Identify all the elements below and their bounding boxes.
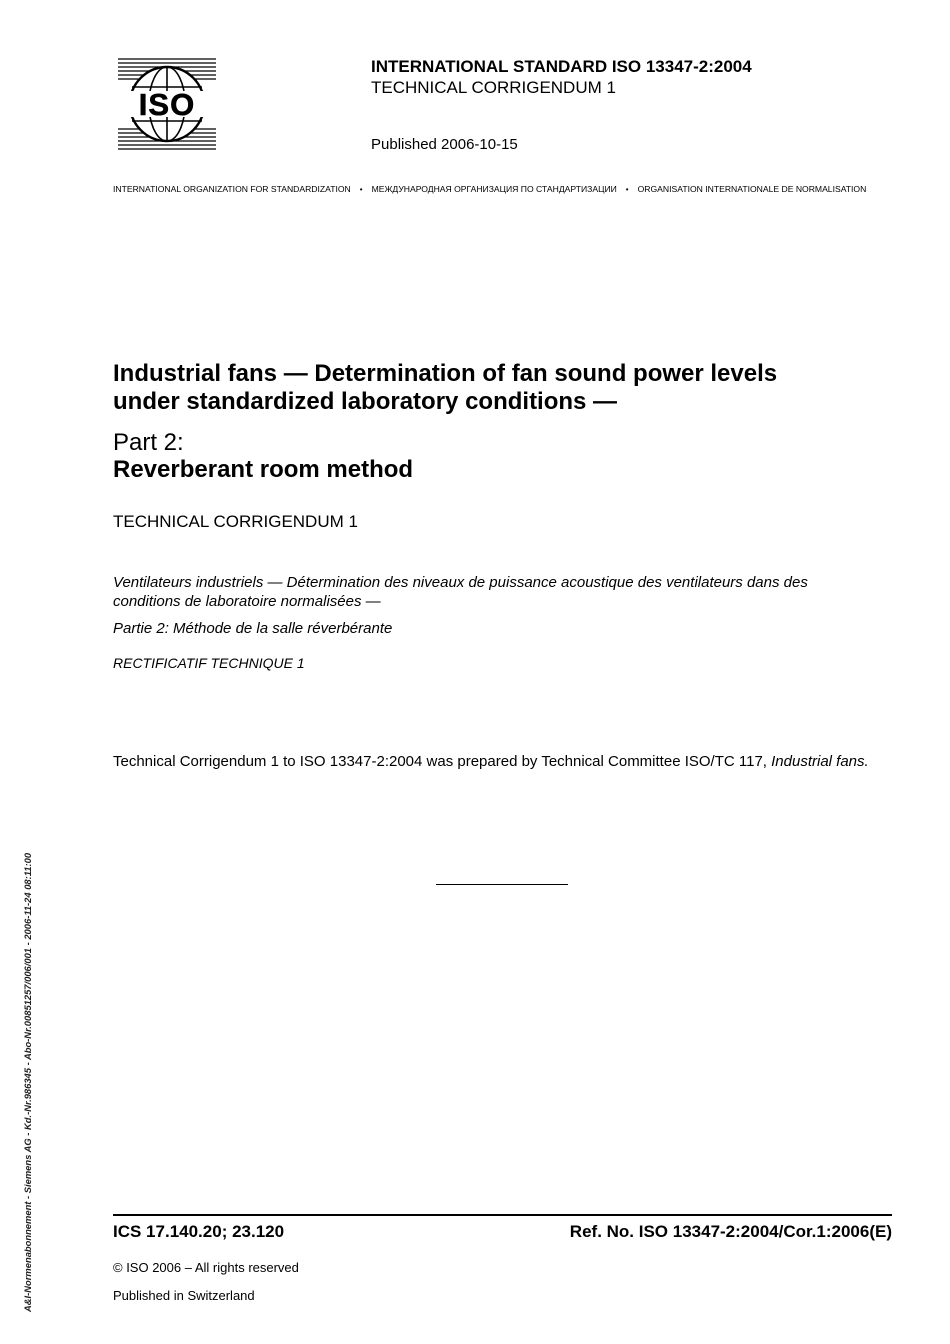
org-name-ru: МЕЖДУНАРОДНАЯ ОРГАНИЗАЦИЯ ПО СТАНДАРТИЗАЦИИ [371,184,617,194]
org-separator: • [625,184,629,194]
document-title [113,360,893,416]
copyright-notice: © ISO 2006 – All rights reserved [113,1260,299,1275]
document-title-line2: under standardized laboratory conditions — [113,388,618,415]
iso-logo [118,57,216,152]
corrigendum-label: TECHNICAL CORRIGENDUM 1 [371,78,616,97]
part-label: Part 2: [113,429,184,456]
org-separator: • [359,184,363,194]
body-text: Technical Corrigendum 1 to ISO 13347-2:2004 was prepared by Technical Committee ISO/TC 117, [113,753,767,770]
part-title: Reverberant room method [113,456,414,483]
iso-logo-graphic [118,57,216,152]
end-rule [436,884,568,885]
subscription-watermark: A&I-Normenabonnement - Siemens AG - Kd.-Nr.986345 - Abo-Nr.00851257/006/001 - 2006-11-24 08:11:00 [22,852,33,1312]
org-name-fr: ORGANISATION INTERNATIONALE DE NORMALISATION [637,184,867,194]
reference-number: Ref. No. ISO 13347-2:2004/Cor.1:2006(E) [569,1222,892,1241]
iso-logo-text: ISO [138,87,196,122]
document-title-line1: Industrial fans — Determination of fan sound power levels [113,360,778,387]
organization-names [113,184,893,194]
org-name-en: INTERNATIONAL ORGANIZATION FOR STANDARDIZATION [113,184,351,194]
published-date: Published 2006-10-15 [371,136,518,153]
body-paragraph [113,752,893,771]
standard-title: INTERNATIONAL STANDARD ISO 13347-2:2004 [371,57,752,76]
technical-corrigendum-label: TECHNICAL CORRIGENDUM 1 [113,512,358,531]
footer-rule [113,1214,892,1216]
committee-name: Industrial fans. [771,753,869,770]
published-in: Published in Switzerland [113,1288,255,1303]
french-part-title: Partie 2: Méthode de la salle réverbérante [113,620,393,637]
french-title: Ventilateurs industriels — Détermination des niveaux de puissance acoustique des ventilateurs dans des conditions de laboratoire normalisées — [113,574,808,610]
ics-code: ICS 17.140.20; 23.120 [113,1222,285,1241]
french-corrigendum-label: RECTIFICATIF TECHNIQUE 1 [113,655,305,671]
